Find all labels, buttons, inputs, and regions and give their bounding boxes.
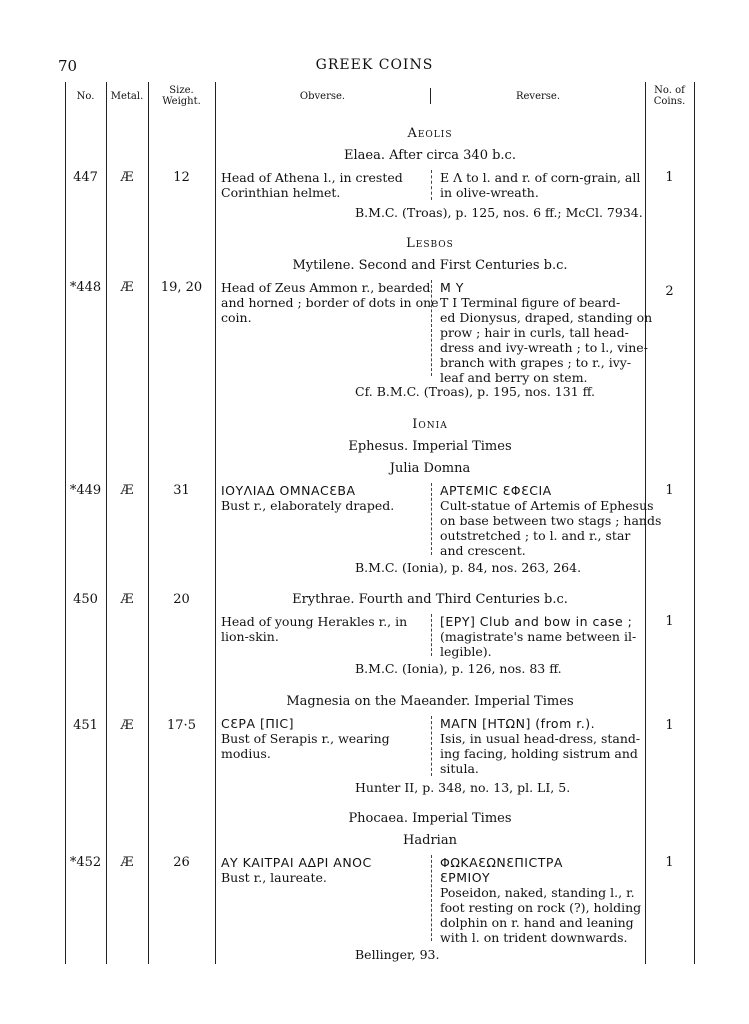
obverse-reverse-divider [431, 170, 432, 200]
entry-number: *449 [69, 483, 102, 498]
col-header-reverse: Reverse. [515, 91, 561, 102]
page-number: 70 [58, 57, 78, 75]
entry-number: *452 [69, 855, 102, 870]
ruler-heading: Julia Domna [389, 461, 471, 476]
entry-count: 1 [665, 170, 674, 185]
reference: B.M.C. (Ionia), p. 126, nos. 83 ff. [355, 661, 562, 676]
entry-size: 19, 20 [160, 280, 203, 295]
col-header-coins: No. of Coins. [653, 85, 686, 107]
reverse-description: Μ Υ Τ Ι Terminal figure of beard- ed Dionysus, draped, standing on prow ; hair in curls, tall head- dress and ivy-wreath ; to l., vine- branch with grapes ; to r., ivy- leaf and berry on stem. [440, 280, 653, 385]
running-head: GREEK COINS [315, 57, 434, 73]
reverse-description: Ε Λ to l. and r. of corn-grain, all in olive-wreath. [440, 170, 641, 200]
entry-size: 26 [173, 855, 190, 870]
entry-count: 1 [665, 483, 674, 498]
column-rule [694, 82, 695, 964]
entry-number: 451 [73, 718, 98, 733]
mint-heading: Elaea. After circa 340 b.c. [344, 148, 516, 163]
reference: Cf. B.M.C. (Troas), p. 195, nos. 131 ff. [355, 384, 596, 399]
obverse-description: ϹƐΡΑ [ΠΙϹ] Bust of Serapis r., wearing modius. [221, 716, 390, 761]
entry-count: 1 [665, 614, 674, 629]
col-header-metal: Metal. [110, 91, 144, 102]
entry-number: 450 [73, 592, 98, 607]
column-rule [148, 82, 149, 964]
obverse-reverse-divider [431, 855, 432, 941]
column-rule [65, 82, 66, 964]
entry-count: 1 [665, 718, 674, 733]
column-rule [106, 82, 107, 964]
obverse-reverse-divider [431, 483, 432, 555]
entry-count: 1 [665, 855, 674, 870]
entry-metal: Æ [120, 855, 134, 870]
region-heading: Ionia [412, 417, 448, 432]
col-header-obverse: Obverse. [299, 91, 346, 102]
col-header-size: Size. Weight. [162, 85, 201, 107]
mint-heading: Phocaea. Imperial Times [348, 811, 512, 826]
reverse-description: [ΕΡΥ] Club and bow in case ; (magistrate's name between il- legible). [440, 614, 637, 659]
entry-size: 31 [173, 483, 190, 498]
obverse-description: ΑΥ ΚΑΙΤΡΑΙ ΑΔΡΙ ΑΝΟϹ Bust r., laureate. [221, 855, 372, 885]
ruler-heading: Hadrian [403, 833, 457, 848]
reverse-description: ΜΑΓΝ [ΗΤΩΝ] (from r.). Isis, in usual head-dress, stand- ing facing, holding sistrum and situla. [440, 716, 641, 776]
entry-metal: Æ [120, 592, 134, 607]
entry-metal: Æ [120, 170, 134, 185]
entry-size: 17·5 [167, 718, 196, 733]
col-header-no: No. [76, 91, 95, 102]
mint-heading: Ephesus. Imperial Times [348, 439, 512, 454]
region-heading: Lesbos [406, 236, 454, 251]
obverse-description: ΙΟΥΛΙΑΔ ΟΜΝΑϹƐΒΑ Bust r., elaborately draped. [221, 483, 395, 513]
reference: Bellinger, 93. [355, 947, 440, 962]
entry-metal: Æ [120, 280, 134, 295]
entry-metal: Æ [120, 718, 134, 733]
obverse-reverse-divider [431, 280, 432, 376]
obverse-description: Head of young Herakles r., in lion-skin. [221, 614, 408, 644]
mint-heading: Mytilene. Second and First Centuries b.c. [292, 258, 568, 273]
entry-size: 12 [173, 170, 190, 185]
column-rule [215, 82, 216, 964]
obverse-description: Head of Zeus Ammon r., bearded and horned ; border of dots in one coin. [221, 280, 439, 325]
entry-number: *448 [69, 280, 102, 295]
obverse-description: Head of Athena l., in crested Corinthian helmet. [221, 170, 403, 200]
entry-size: 20 [173, 592, 190, 607]
obverse-reverse-divider [431, 716, 432, 776]
reverse-description: ΦΩΚΑƐΩΝƐΠΙϹΤΡΑ ƐΡΜΙΟΥ Poseidon, naked, standing l., r. foot resting on rock (?), holding dolphin on r. hand and leaning with l. on trident downwards. [440, 855, 642, 945]
mint-heading: Erythrae. Fourth and Third Centuries b.c. [292, 592, 568, 607]
entry-count: 2 [665, 284, 674, 299]
entry-metal: Æ [120, 483, 134, 498]
mint-heading: Magnesia on the Maeander. Imperial Times [286, 694, 574, 709]
reference: B.M.C. (Ionia), p. 84, nos. 263, 264. [355, 560, 582, 575]
reference: Hunter II, p. 348, no. 13, pl. LI, 5. [355, 780, 571, 795]
region-heading: Aeolis [407, 126, 453, 141]
reverse-description: ΑΡΤƐΜΙϹ ƐΦƐϹΙΑ Cult-statue of Artemis of Ephesus on base between two stags ; hands outstretched ; to l. and r., star and crescent. [440, 483, 662, 558]
obverse-reverse-divider [431, 614, 432, 656]
reference: B.M.C. (Troas), p. 125, nos. 6 ff.; McCl. 7934. [355, 205, 643, 220]
entry-number: 447 [73, 170, 98, 185]
